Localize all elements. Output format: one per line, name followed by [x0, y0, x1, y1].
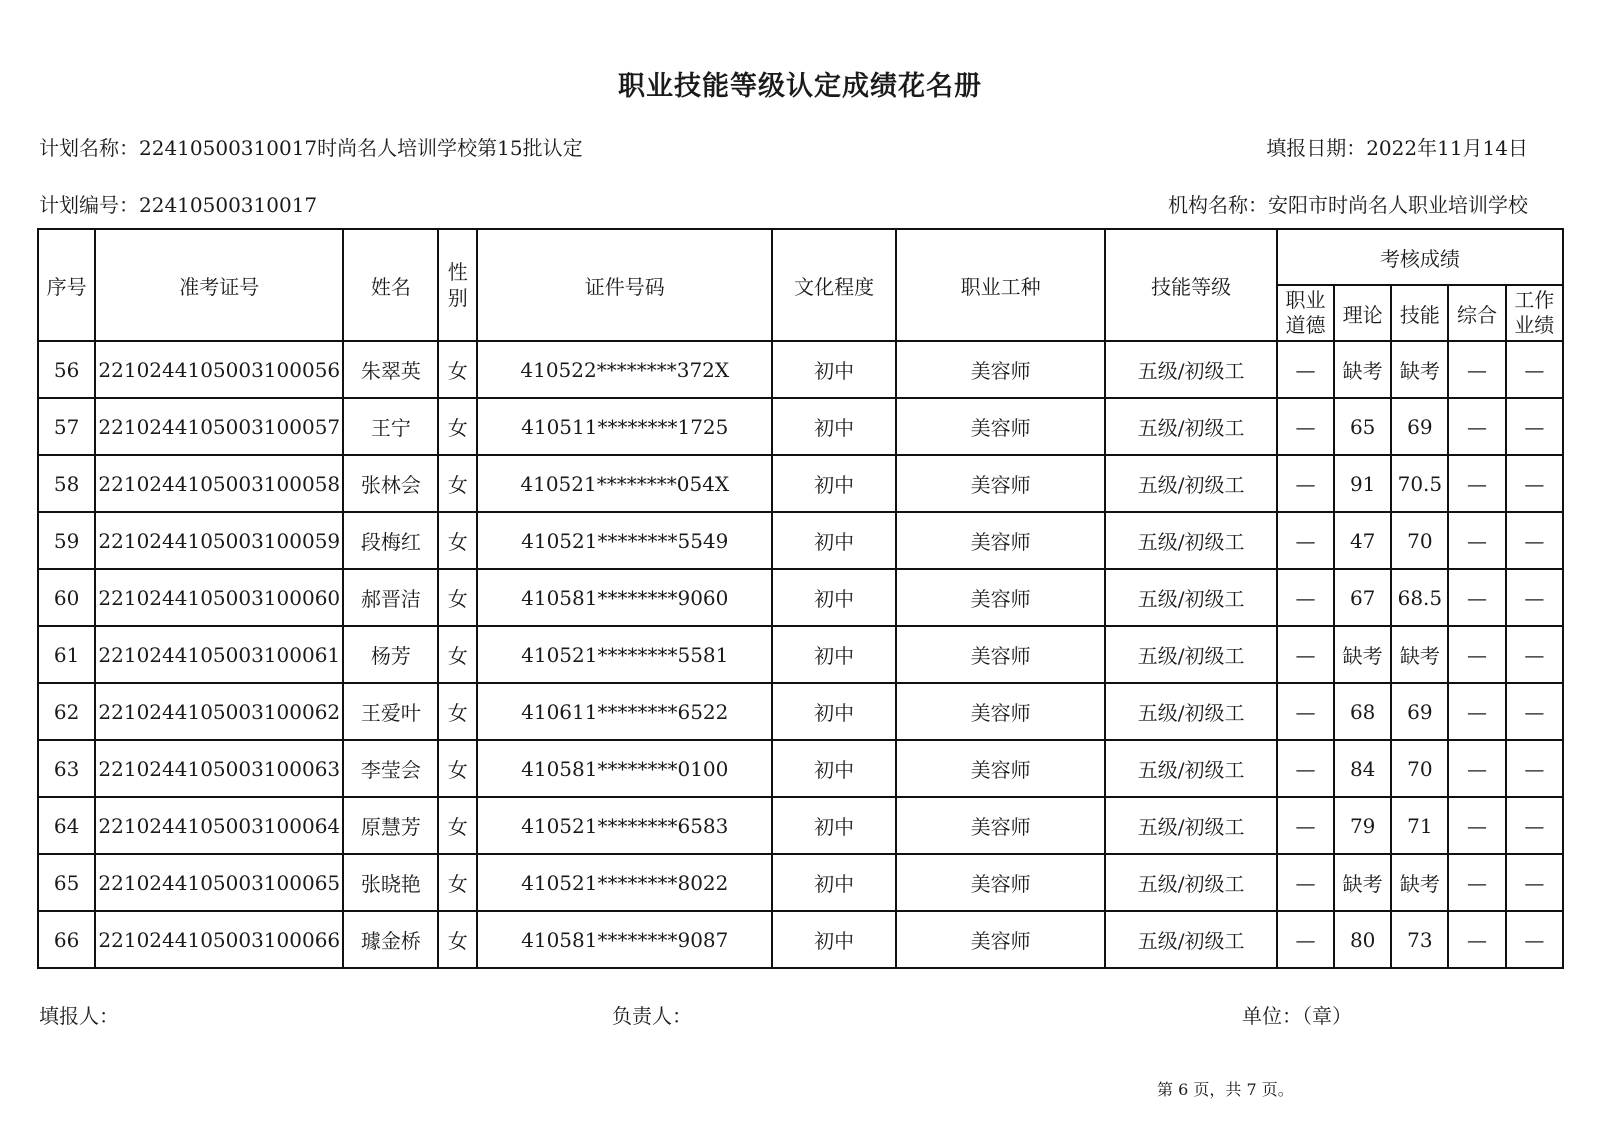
cell-work: — — [1506, 455, 1563, 512]
page-info: 第 6 页，共 7 页。 — [1157, 1080, 1294, 1099]
cell-name: 杨芳 — [343, 626, 438, 683]
header-ethics-line2: 道德 — [1285, 313, 1326, 337]
cell-gender: 女 — [438, 797, 477, 854]
cell-gender: 女 — [438, 911, 477, 968]
cell-gender: 女 — [438, 854, 477, 911]
cell-seq: 60 — [38, 569, 95, 626]
cell-admission-no: 2210244105003100064 — [95, 797, 343, 854]
header-admission-no: 准考证号 — [95, 229, 343, 341]
cell-occupation: 美容师 — [896, 854, 1105, 911]
table-row — [38, 626, 1563, 683]
cell-seq: 66 — [38, 911, 95, 968]
cell-overall: — — [1448, 911, 1505, 968]
cell-theory: 80 — [1334, 911, 1391, 968]
cell-seq: 58 — [38, 455, 95, 512]
header-scores: 考核成绩 — [1277, 229, 1563, 285]
cell-name: 王宁 — [343, 398, 438, 455]
cell-skill-level: 五级/初级工 — [1105, 626, 1277, 683]
cell-theory: 65 — [1334, 398, 1391, 455]
cell-ethics: — — [1277, 797, 1334, 854]
plan-name: 计划名称：22410500310017时尚名人培训学校第15批认定 — [39, 136, 583, 160]
cell-work: — — [1506, 398, 1563, 455]
table-row — [38, 569, 1563, 626]
cell-overall: — — [1448, 569, 1505, 626]
cell-education: 初中 — [772, 854, 896, 911]
cell-ethics: — — [1277, 626, 1334, 683]
cell-occupation: 美容师 — [896, 341, 1105, 398]
cell-name: 郝晋洁 — [343, 569, 438, 626]
cell-seq: 65 — [38, 854, 95, 911]
cell-gender: 女 — [438, 569, 477, 626]
cell-skill: 缺考 — [1391, 341, 1448, 398]
cell-skill: 69 — [1391, 398, 1448, 455]
cell-name: 段梅红 — [343, 512, 438, 569]
cell-theory: 84 — [1334, 740, 1391, 797]
cell-seq: 63 — [38, 740, 95, 797]
cell-admission-no: 2210244105003100066 — [95, 911, 343, 968]
cell-gender: 女 — [438, 626, 477, 683]
header-work — [1506, 285, 1563, 341]
cell-admission-no: 2210244105003100058 — [95, 455, 343, 512]
cell-skill-level: 五级/初级工 — [1105, 455, 1277, 512]
cell-education: 初中 — [772, 398, 896, 455]
cell-name: 李莹会 — [343, 740, 438, 797]
cell-occupation: 美容师 — [896, 740, 1105, 797]
cell-seq: 61 — [38, 626, 95, 683]
cell-ethics: — — [1277, 740, 1334, 797]
cell-education: 初中 — [772, 455, 896, 512]
cell-gender: 女 — [438, 683, 477, 740]
cell-education: 初中 — [772, 740, 896, 797]
cell-skill: 69 — [1391, 683, 1448, 740]
table-row — [38, 398, 1563, 455]
cell-name: 王爱叶 — [343, 683, 438, 740]
cell-id-no: 410581********9087 — [477, 911, 772, 968]
cell-id-no: 410521********8022 — [477, 854, 772, 911]
cell-admission-no: 2210244105003100059 — [95, 512, 343, 569]
cell-occupation: 美容师 — [896, 398, 1105, 455]
cell-gender: 女 — [438, 512, 477, 569]
header-gender-line1: 性 — [447, 260, 468, 284]
cell-id-no: 410611********6522 — [477, 683, 772, 740]
cell-ethics: — — [1277, 569, 1334, 626]
cell-id-no: 410581********0100 — [477, 740, 772, 797]
cell-admission-no: 2210244105003100061 — [95, 626, 343, 683]
cell-work: — — [1506, 797, 1563, 854]
cell-occupation: 美容师 — [896, 911, 1105, 968]
cell-seq: 57 — [38, 398, 95, 455]
cell-theory: 91 — [1334, 455, 1391, 512]
page-title: 职业技能等级认定成绩花名册 — [618, 71, 982, 102]
filler-label: 填报人： — [39, 1004, 119, 1028]
cell-skill-level: 五级/初级工 — [1105, 911, 1277, 968]
cell-skill-level: 五级/初级工 — [1105, 740, 1277, 797]
cell-name: 原慧芳 — [343, 797, 438, 854]
cell-overall: — — [1448, 683, 1505, 740]
cell-theory: 68 — [1334, 683, 1391, 740]
cell-skill-level: 五级/初级工 — [1105, 341, 1277, 398]
header-gender — [438, 229, 477, 341]
cell-education: 初中 — [772, 341, 896, 398]
cell-name: 张林会 — [343, 455, 438, 512]
table-row — [38, 683, 1563, 740]
cell-skill-level: 五级/初级工 — [1105, 398, 1277, 455]
cell-work: — — [1506, 683, 1563, 740]
cell-overall: — — [1448, 398, 1505, 455]
cell-ethics: — — [1277, 683, 1334, 740]
cell-occupation: 美容师 — [896, 512, 1105, 569]
cell-id-no: 410522********372X — [477, 341, 772, 398]
cell-skill: 70 — [1391, 512, 1448, 569]
cell-skill-level: 五级/初级工 — [1105, 569, 1277, 626]
cell-id-no: 410581********9060 — [477, 569, 772, 626]
table-row — [38, 854, 1563, 911]
cell-theory: 67 — [1334, 569, 1391, 626]
header-id-no: 证件号码 — [477, 229, 772, 341]
cell-gender: 女 — [438, 740, 477, 797]
cell-work: — — [1506, 626, 1563, 683]
cell-overall: — — [1448, 854, 1505, 911]
cell-admission-no: 2210244105003100057 — [95, 398, 343, 455]
responsible-label: 负责人： — [612, 1004, 692, 1028]
cell-skill: 缺考 — [1391, 854, 1448, 911]
table-row — [38, 740, 1563, 797]
table-row — [38, 341, 1563, 398]
cell-skill-level: 五级/初级工 — [1105, 797, 1277, 854]
cell-overall: — — [1448, 455, 1505, 512]
table-row — [38, 512, 1563, 569]
cell-education: 初中 — [772, 569, 896, 626]
cell-theory: 缺考 — [1334, 341, 1391, 398]
header-work-line1: 工作 — [1514, 288, 1555, 312]
cell-ethics: — — [1277, 455, 1334, 512]
cell-occupation: 美容师 — [896, 626, 1105, 683]
score-roster-table — [37, 228, 1564, 969]
cell-work: — — [1506, 569, 1563, 626]
cell-name: 张晓艳 — [343, 854, 438, 911]
report-date: 填报日期：2022年11月14日 — [1266, 136, 1528, 160]
institution-name: 机构名称：安阳市时尚名人职业培训学校 — [1168, 193, 1528, 217]
header-theory: 理论 — [1334, 285, 1391, 341]
cell-education: 初中 — [772, 512, 896, 569]
cell-skill: 70 — [1391, 740, 1448, 797]
cell-occupation: 美容师 — [896, 455, 1105, 512]
cell-name: 璩金桥 — [343, 911, 438, 968]
cell-admission-no: 2210244105003100065 — [95, 854, 343, 911]
cell-ethics: — — [1277, 854, 1334, 911]
cell-id-no: 410521********5581 — [477, 626, 772, 683]
cell-work: — — [1506, 740, 1563, 797]
cell-id-no: 410521********6583 — [477, 797, 772, 854]
cell-seq: 64 — [38, 797, 95, 854]
cell-occupation: 美容师 — [896, 569, 1105, 626]
cell-skill: 71 — [1391, 797, 1448, 854]
cell-skill-level: 五级/初级工 — [1105, 683, 1277, 740]
cell-education: 初中 — [772, 626, 896, 683]
header-work-line2: 业绩 — [1514, 313, 1555, 337]
header-occupation: 职业工种 — [896, 229, 1105, 341]
cell-skill: 73 — [1391, 911, 1448, 968]
cell-education: 初中 — [772, 911, 896, 968]
table-row — [38, 455, 1563, 512]
cell-theory: 79 — [1334, 797, 1391, 854]
cell-overall: — — [1448, 740, 1505, 797]
cell-admission-no: 2210244105003100062 — [95, 683, 343, 740]
cell-ethics: — — [1277, 512, 1334, 569]
cell-id-no: 410521********5549 — [477, 512, 772, 569]
cell-theory: 47 — [1334, 512, 1391, 569]
table-row — [38, 797, 1563, 854]
cell-education: 初中 — [772, 797, 896, 854]
cell-gender: 女 — [438, 398, 477, 455]
cell-ethics: — — [1277, 341, 1334, 398]
cell-gender: 女 — [438, 455, 477, 512]
cell-gender: 女 — [438, 341, 477, 398]
cell-seq: 56 — [38, 341, 95, 398]
cell-id-no: 410521********054X — [477, 455, 772, 512]
cell-admission-no: 2210244105003100063 — [95, 740, 343, 797]
cell-work: — — [1506, 512, 1563, 569]
cell-admission-no: 2210244105003100060 — [95, 569, 343, 626]
header-ethics — [1277, 285, 1334, 341]
header-name: 姓名 — [343, 229, 438, 341]
cell-work: — — [1506, 341, 1563, 398]
cell-id-no: 410511********1725 — [477, 398, 772, 455]
header-ethics-line1: 职业 — [1285, 288, 1326, 312]
header-skill-level: 技能等级 — [1105, 229, 1277, 341]
cell-theory: 缺考 — [1334, 626, 1391, 683]
plan-number: 计划编号：22410500310017 — [39, 193, 318, 217]
cell-skill: 70.5 — [1391, 455, 1448, 512]
cell-name: 朱翠英 — [343, 341, 438, 398]
cell-theory: 缺考 — [1334, 854, 1391, 911]
cell-skill-level: 五级/初级工 — [1105, 854, 1277, 911]
cell-work: — — [1506, 911, 1563, 968]
cell-seq: 59 — [38, 512, 95, 569]
cell-occupation: 美容师 — [896, 797, 1105, 854]
cell-skill: 缺考 — [1391, 626, 1448, 683]
header-seq: 序号 — [38, 229, 95, 341]
cell-skill: 68.5 — [1391, 569, 1448, 626]
cell-overall: — — [1448, 512, 1505, 569]
cell-skill-level: 五级/初级工 — [1105, 512, 1277, 569]
header-skill: 技能 — [1391, 285, 1448, 341]
cell-education: 初中 — [772, 683, 896, 740]
header-gender-line2: 别 — [447, 286, 468, 310]
cell-admission-no: 2210244105003100056 — [95, 341, 343, 398]
cell-overall: — — [1448, 341, 1505, 398]
cell-ethics: — — [1277, 398, 1334, 455]
cell-work: — — [1506, 854, 1563, 911]
table-row — [38, 911, 1563, 968]
header-overall: 综合 — [1448, 285, 1505, 341]
unit-seal-label: 单位：（章） — [1242, 1004, 1352, 1028]
cell-occupation: 美容师 — [896, 683, 1105, 740]
header-education: 文化程度 — [772, 229, 896, 341]
cell-ethics: — — [1277, 911, 1334, 968]
cell-overall: — — [1448, 626, 1505, 683]
cell-overall: — — [1448, 797, 1505, 854]
cell-seq: 62 — [38, 683, 95, 740]
